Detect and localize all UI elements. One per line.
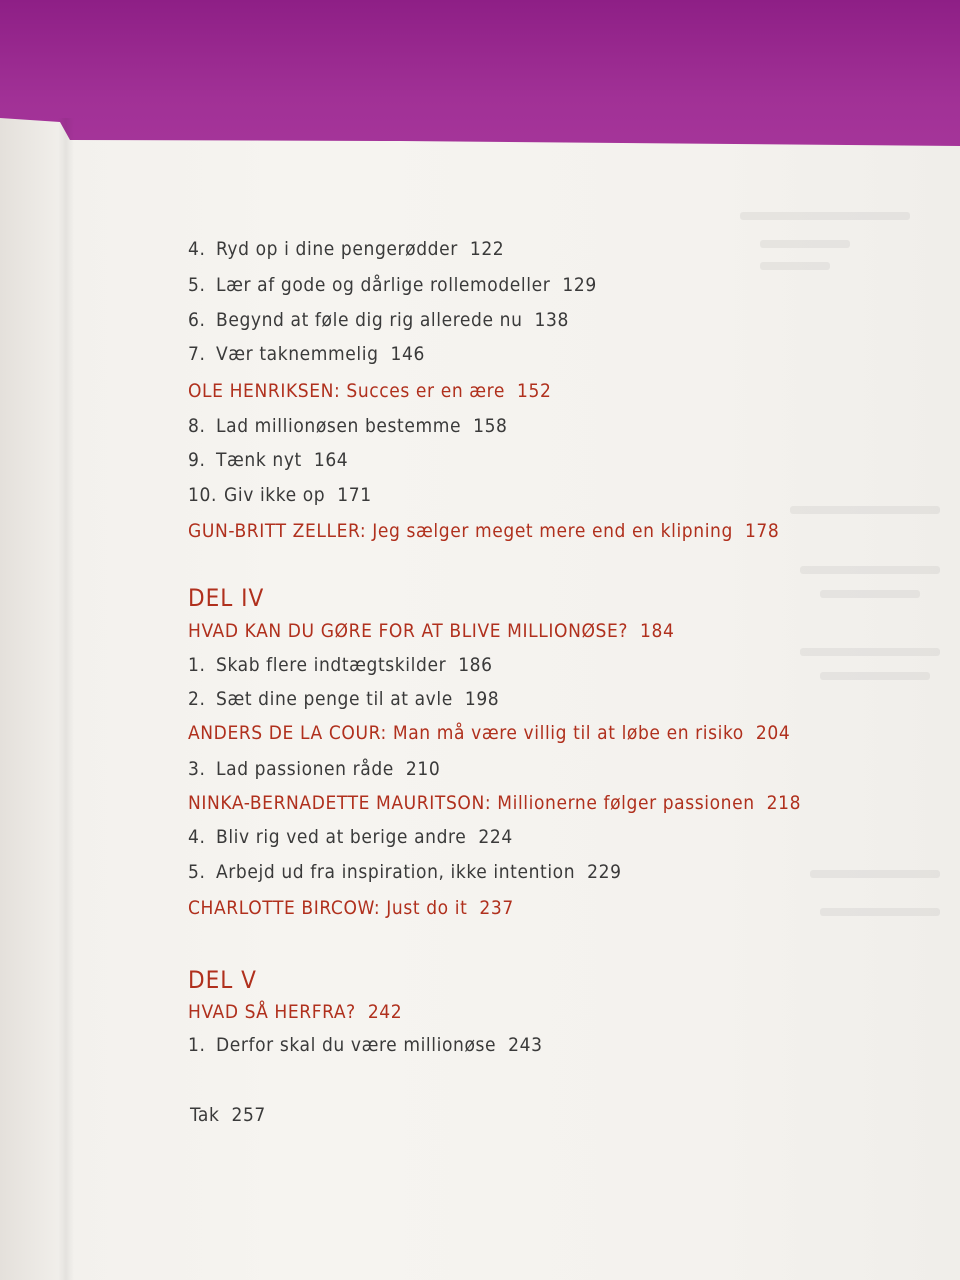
entry-page-number: 164	[313, 449, 349, 471]
toc-interview-entry	[188, 897, 514, 919]
interview-name: CHARLOTTE BIRCOW:	[188, 897, 381, 919]
entry-number: 1.	[188, 1034, 206, 1056]
toc-entry	[188, 484, 372, 506]
toc-entry	[188, 309, 569, 331]
entry-title: Sæt dine penge til at avle	[216, 688, 453, 710]
part-heading	[188, 620, 674, 642]
entry-title: Lad millionøsen bestemme	[216, 415, 462, 437]
part-heading	[188, 1001, 402, 1023]
entry-page-number: 138	[534, 309, 569, 331]
entry-page-number: 210	[405, 758, 441, 780]
toc-entry	[188, 1034, 543, 1056]
entry-number: 2.	[188, 688, 206, 710]
entry-title: Tak	[190, 1104, 220, 1126]
entry-number: 8.	[188, 415, 206, 437]
entry-number: 5.	[188, 861, 206, 883]
interview-name: NINKA-BERNADETTE MAURITSON:	[188, 792, 492, 814]
toc-entry	[188, 343, 425, 365]
toc-entry	[188, 654, 493, 676]
interview-name: GUN-BRITT ZELLER:	[188, 520, 367, 542]
interview-name: OLE HENRIKSEN:	[188, 380, 341, 402]
entry-page-number: 224	[478, 826, 513, 848]
entry-page-number: 184	[640, 620, 675, 642]
entry-number: 3.	[188, 758, 206, 780]
entry-page-number: 152	[517, 380, 552, 402]
part-label: DEL IV	[188, 584, 265, 612]
entry-title: Giv ikke op	[224, 484, 326, 506]
entry-title: Tænk nyt	[216, 449, 302, 471]
interview-name: ANDERS DE LA COUR:	[188, 722, 387, 744]
toc-entry	[188, 758, 440, 780]
entry-page-number: 204	[755, 722, 791, 744]
interview-title: Jeg sælger meget mere end en klipning	[372, 520, 733, 542]
entry-title: Skab flere indtægtskilder	[216, 654, 447, 676]
entry-page-number: 158	[473, 415, 508, 437]
interview-title: Man må være villig til at løbe en risiko	[392, 722, 744, 744]
toc-interview-entry	[188, 380, 551, 402]
entry-page-number: 178	[744, 520, 780, 542]
entry-page-number: 257	[231, 1104, 266, 1126]
entry-number: 7.	[188, 343, 206, 365]
entry-number: 9.	[188, 449, 206, 471]
entry-number: 10.	[188, 484, 217, 506]
toc-interview-entry	[188, 520, 779, 542]
entry-title: Lad passionen råde	[216, 758, 394, 780]
entry-title: Arbejd ud fra inspiration, ikke intention	[216, 861, 576, 883]
interview-title: Millionerne følger passionen	[497, 792, 755, 814]
interview-title: Just do it	[386, 897, 468, 919]
entry-number: 6.	[188, 309, 206, 331]
toc-entry	[188, 415, 508, 437]
entry-page-number: 122	[469, 238, 505, 260]
entry-page-number: 243	[508, 1034, 543, 1056]
part-heading-title: HVAD KAN DU GØRE FOR AT BLIVE MILLIONØSE?	[188, 620, 629, 642]
entry-title: Begynd at føle dig rig allerede nu	[216, 309, 523, 331]
entry-page-number: 146	[390, 343, 425, 365]
entry-page-number: 129	[562, 274, 597, 296]
entry-number: 1.	[188, 654, 206, 676]
entry-page-number: 198	[464, 688, 500, 710]
part-label: DEL V	[188, 966, 257, 994]
entry-number: 4.	[188, 826, 206, 848]
toc-entry	[188, 238, 504, 260]
entry-page-number: 229	[587, 861, 622, 883]
entry-page-number: 237	[479, 897, 514, 919]
entry-title: Ryd op i dine pengerødder	[216, 238, 458, 260]
toc-entry	[188, 449, 348, 471]
entry-number: 5.	[188, 274, 206, 296]
toc-entry	[188, 861, 622, 883]
entry-title: Derfor skal du være millionøse	[216, 1034, 497, 1056]
entry-page-number: 186	[458, 654, 493, 676]
entry-page-number: 242	[367, 1001, 403, 1023]
toc-interview-entry	[188, 722, 790, 744]
entry-title: Vær taknemmelig	[216, 343, 379, 365]
toc-closing-entry	[190, 1104, 266, 1126]
interview-title: Succes er en ære	[346, 380, 505, 402]
part-heading-title: HVAD SÅ HERFRA?	[188, 1001, 356, 1023]
entry-title: Bliv rig ved at berige andre	[216, 826, 467, 848]
entry-page-number: 171	[337, 484, 372, 506]
entry-page-number: 218	[766, 792, 802, 814]
toc-interview-entry	[188, 792, 801, 814]
toc-entry	[188, 826, 513, 848]
toc-entry	[188, 274, 597, 296]
toc-entry	[188, 688, 499, 710]
entry-number: 4.	[188, 238, 206, 260]
entry-title: Lær af gode og dårlige rollemodeller	[216, 274, 551, 296]
